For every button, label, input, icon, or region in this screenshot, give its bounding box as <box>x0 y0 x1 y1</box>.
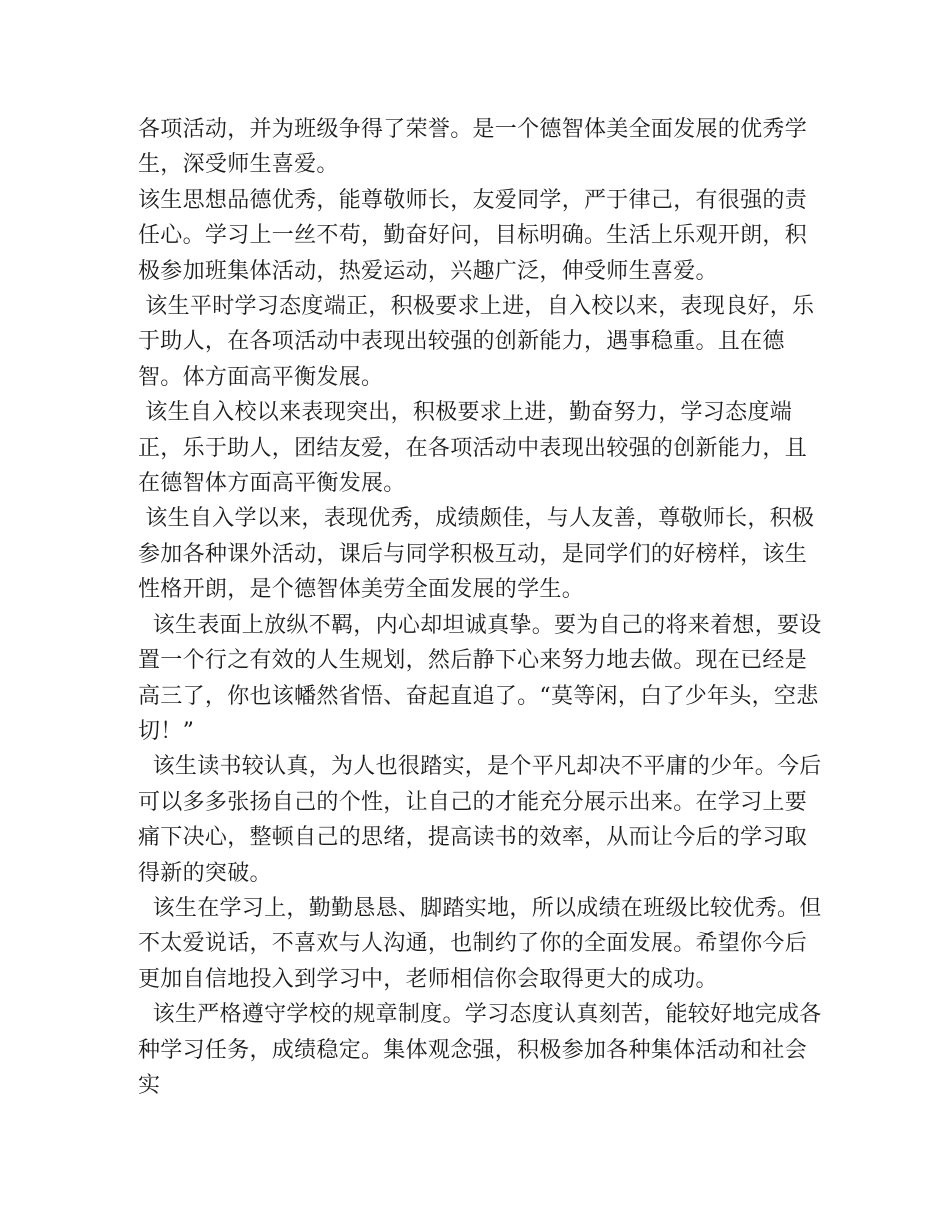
paragraph-2: 该生思想品德优秀，能尊敬师长，友爱同学，严于律己，有很强的责任心。学习上一丝不苟，勤奋好问，目标明确。生活上乐观开朗，积极参加班集体活动，热爱运动，兴趣广泛，伸受师生喜爱。 <box>138 187 808 284</box>
paragraph-7: 该生读书较认真，为人也很踏实，是个平凡却决不平庸的少年。今后可以多多张扬自己的个性，让自己的才能充分展示出来。在学习上要痛下决心，整顿自己的思绪，提高读书的效率，从而让今后的学习取得新的突破。 <box>138 754 822 886</box>
paragraph-5: 该生自入学以来，表现优秀，成绩颇佳，与人友善，尊敬师长，积极参加各种课外活动，课后与同学积极互动，是同学们的好榜样，该生性格开朗，是个德智体美劳全面发展的学生。 <box>138 506 815 603</box>
paragraph-9: 该生严格遵守学校的规章制度。学习态度认真刻苦，能较好地完成各种学习任务，成绩稳定。集体观念强，积极参加各种集体活动和社会实 <box>138 1002 822 1098</box>
paragraph-1: 各项活动，并为班级争得了荣誉。是一个德智体美全面发展的优秀学生，深受师生喜爱。 <box>138 117 808 178</box>
document-body <box>138 112 828 1103</box>
paragraph-3: 该生平时学习态度端正，积极要求上进，自入校以来，表现良好，乐于助人，在各项活动中表现出较强的创新能力，遇事稳重。且在德智。体方面高平衡发展。 <box>138 294 815 390</box>
paragraph-6: 该生表面上放纵不羁，内心却坦诚真挚。要为自己的将来着想，要设置一个行之有效的人生规划，然后静下心来努力地去做。现在已经是高三了，你也该幡然省悟、奋起直追了。“莫等闲，白了少年头，空悲切！” <box>138 612 822 744</box>
paragraph-8: 该生在学习上，勤勤恳恳、脚踏实地，所以成绩在班级比较优秀。但不太爱说话，不喜欢与人沟通，也制约了你的全面发展。希望你今后更加自信地投入到学习中，老师相信你会取得更大的成功。 <box>138 895 822 992</box>
paragraph-4: 该生自入校以来表现突出，积极要求上进，勤奋努力，学习态度端正，乐于助人，团结友爱，在各项活动中表现出较强的创新能力，且在德智体方面高平衡发展。 <box>138 400 808 497</box>
